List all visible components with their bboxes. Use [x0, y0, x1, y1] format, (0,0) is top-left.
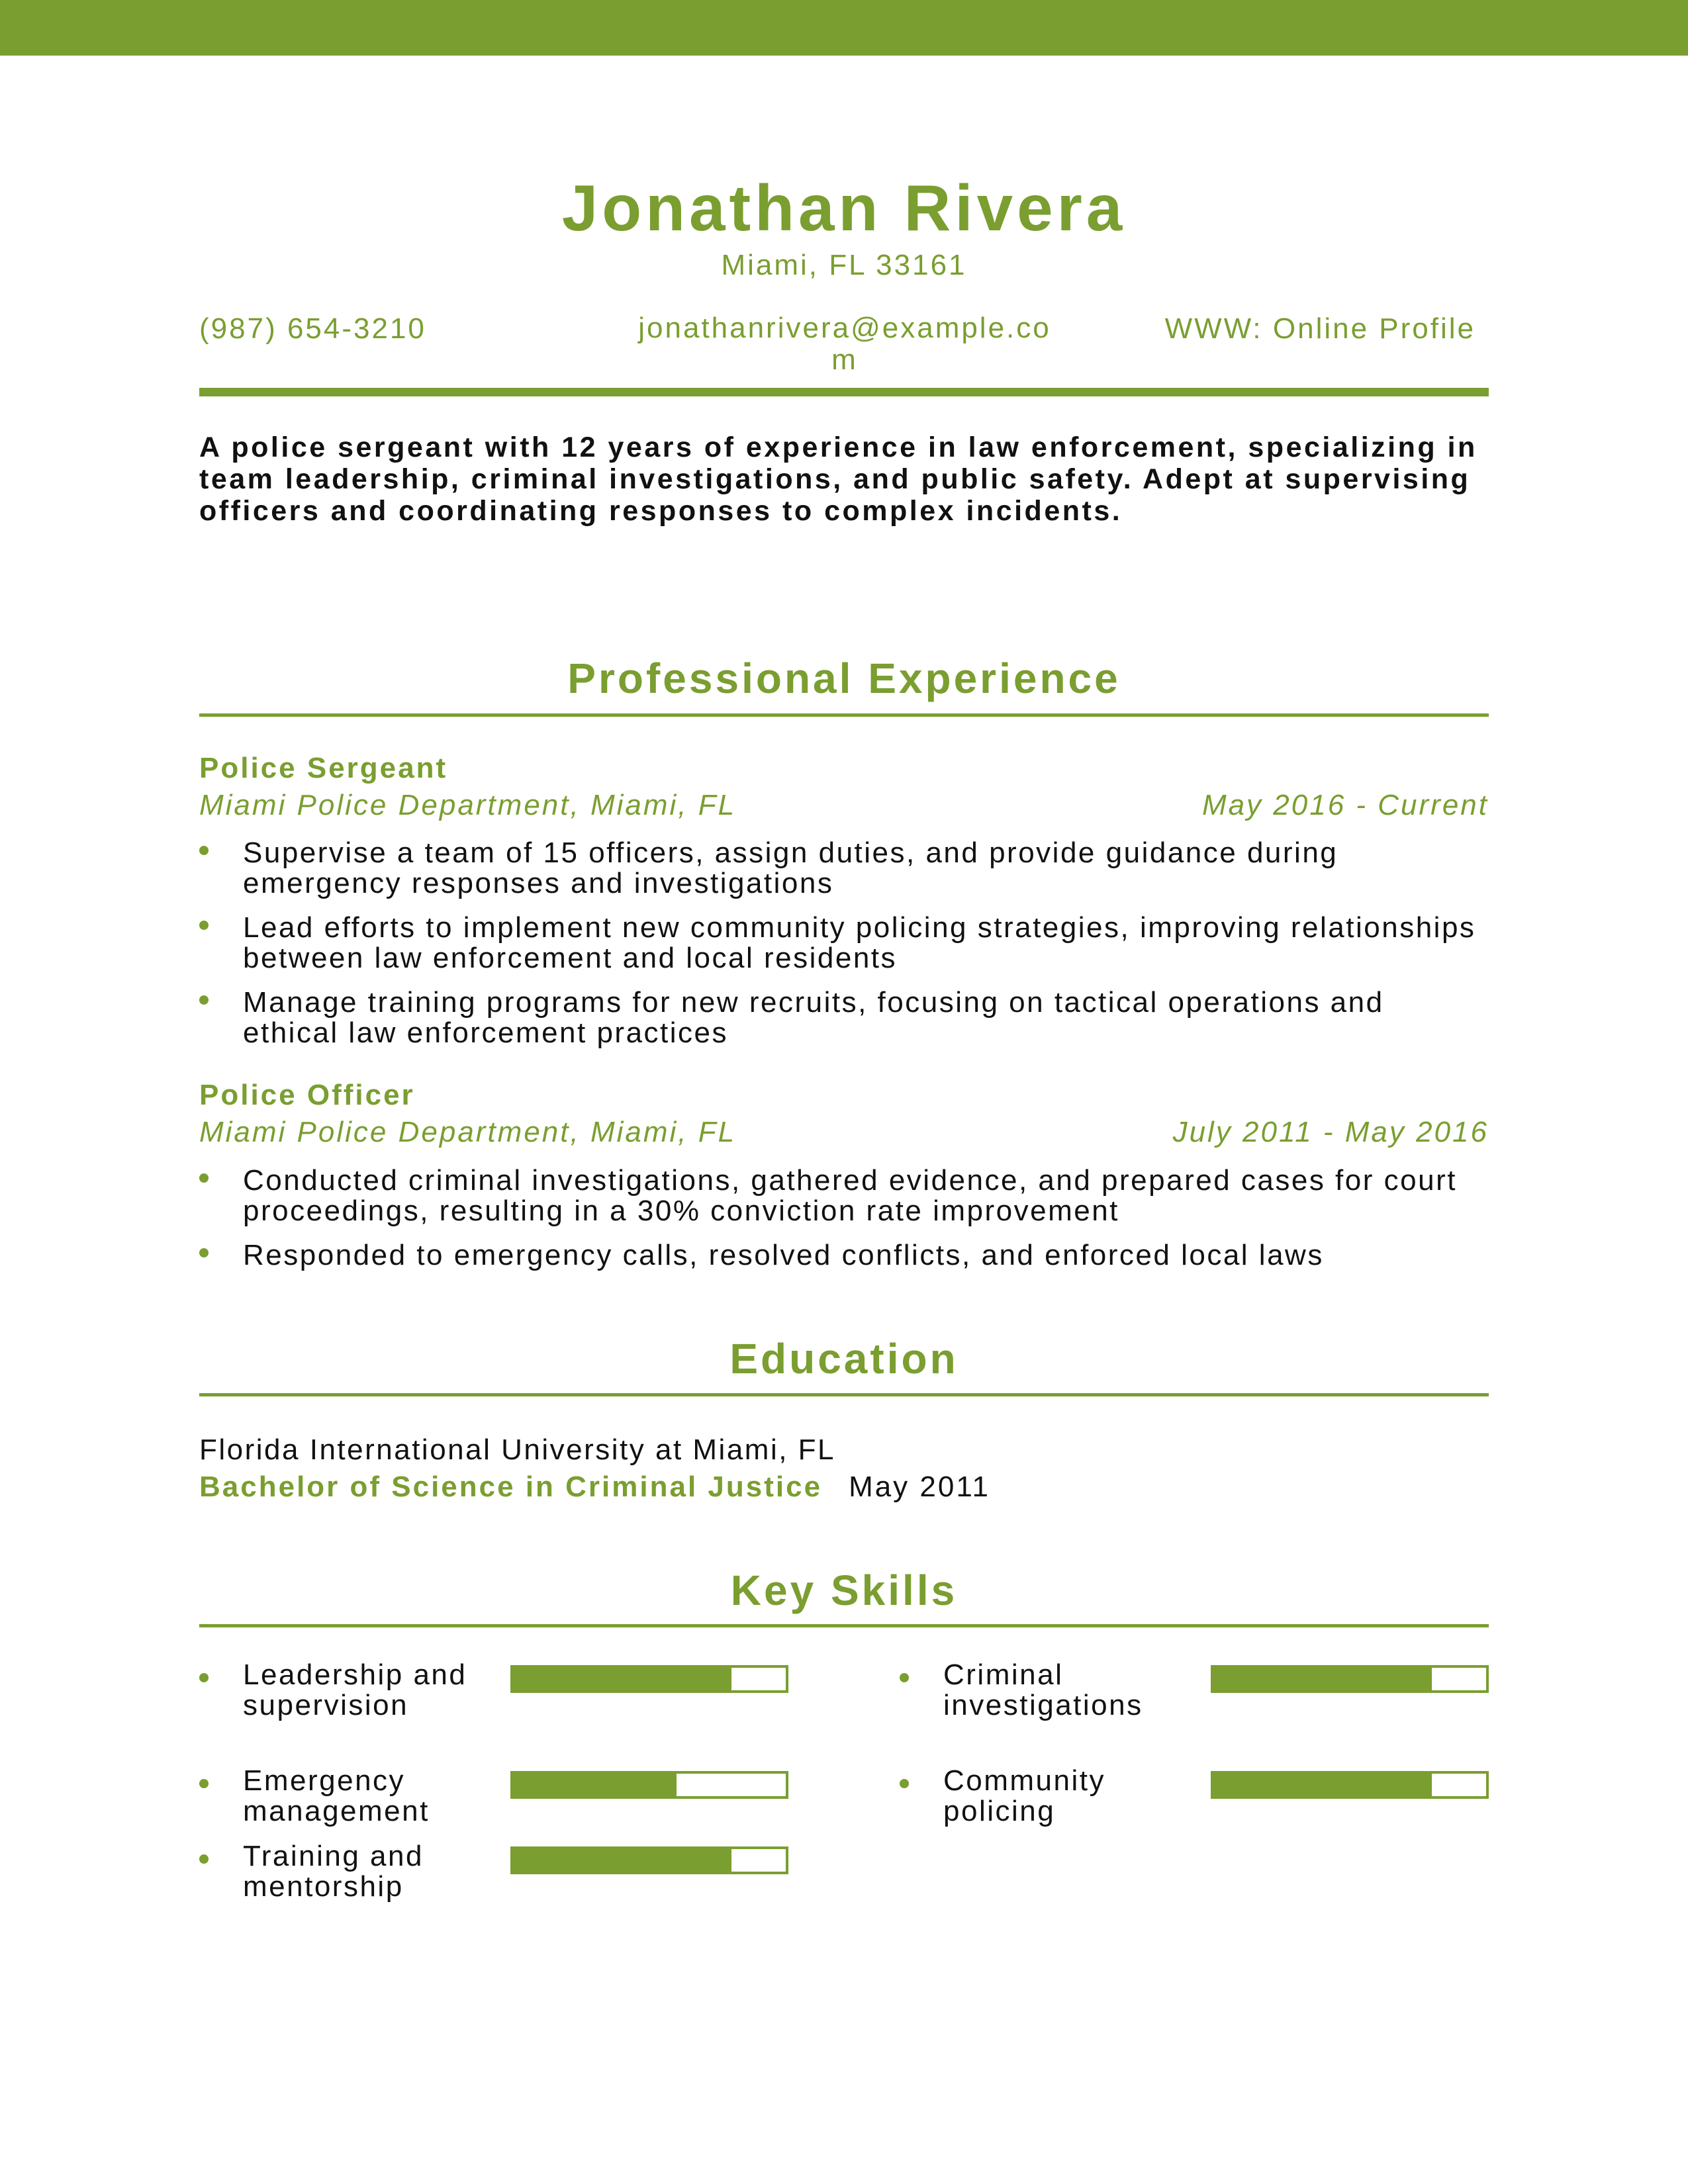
graduation-date: May 2011 — [849, 1471, 991, 1503]
job-title: Police Sergeant — [199, 752, 448, 784]
skill-level-fill — [513, 1849, 731, 1872]
skills-divider — [199, 1624, 1489, 1627]
list-item-text: Manage training programs for new recruits, focusing on tactical operations and ethical law enforcement practices — [243, 986, 1384, 1049]
skill-level-fill — [513, 1668, 731, 1690]
skill-level-bar — [1211, 1665, 1489, 1693]
bullet-icon — [199, 995, 209, 1005]
skill-level-bar — [510, 1846, 788, 1874]
bullet-icon — [900, 1673, 909, 1682]
header-divider — [199, 388, 1489, 396]
skill-level-bar — [510, 1665, 788, 1693]
phone-number[interactable]: (987) 654-3210 — [199, 312, 426, 345]
job-dates: July 2011 - May 2016 — [1172, 1116, 1489, 1148]
top-accent-bar — [0, 0, 1688, 56]
contact-row — [199, 312, 1489, 379]
skill-level-bar — [1211, 1771, 1489, 1799]
education-divider — [199, 1393, 1489, 1396]
job-organization: Miami Police Department, Miami, FL — [199, 1116, 737, 1148]
bullet-icon — [199, 846, 209, 855]
skill-item — [199, 1764, 788, 1850]
skill-label: Community policing — [943, 1764, 1105, 1827]
list-item-text: Lead efforts to implement new community policing strategies, improving relationships between law enforcement and local residents — [243, 911, 1476, 974]
bullet-icon — [199, 1173, 209, 1183]
school-name: Florida International University at Miami, FL — [199, 1433, 836, 1466]
skills-heading: Key Skills — [730, 1567, 958, 1614]
job-title: Police Officer — [199, 1079, 415, 1111]
list-item-text: Supervise a team of 15 officers, assign duties, and provide guidance during emergency responses and investigations — [243, 837, 1338, 899]
job-organization: Miami Police Department, Miami, FL — [199, 789, 737, 821]
skill-level-bar — [510, 1771, 788, 1799]
bullet-icon — [199, 1854, 209, 1864]
experience-divider — [199, 713, 1489, 717]
bullet-icon — [199, 1779, 209, 1788]
candidate-location: Miami, FL 33161 — [721, 249, 967, 281]
professional-summary: A police sergeant with 12 years of experience in law enforcement, specializing in team leadership, criminal investigations, and public safety. Adept at supervising officers and coordinating responses to complex incidents. — [199, 432, 1477, 527]
skill-item — [900, 1764, 1489, 1850]
list-item-text: Responded to emergency calls, resolved conflicts, and enforced local laws — [243, 1239, 1324, 1271]
skill-level-fill — [1213, 1774, 1432, 1796]
skill-label: Training and mentorship — [243, 1840, 424, 1903]
skill-label: Criminal investigations — [943, 1659, 1143, 1721]
bullet-icon — [199, 1248, 209, 1257]
degree-line — [199, 1471, 990, 1504]
email-address[interactable]: jonathanrivera@example.com — [638, 312, 1051, 376]
job-dates: May 2016 - Current — [1201, 789, 1489, 821]
bullet-icon — [900, 1779, 909, 1788]
list-item-text: Conducted criminal investigations, gathered evidence, and prepared cases for court proceedings, resulting in a 30% conviction rate improvement — [243, 1164, 1457, 1227]
skill-label: Leadership and supervision — [243, 1659, 467, 1721]
education-heading: Education — [729, 1335, 959, 1383]
skill-level-fill — [513, 1774, 677, 1796]
skill-item — [199, 1840, 788, 1926]
experience-heading: Professional Experience — [567, 655, 1121, 702]
bullet-icon — [199, 1673, 209, 1682]
skill-item — [199, 1659, 788, 1745]
skill-label: Emergency management — [243, 1764, 430, 1827]
skill-level-fill — [1213, 1668, 1432, 1690]
degree-name: Bachelor of Science in Criminal Justice — [199, 1471, 823, 1503]
website-link[interactable]: WWW: Online Profile — [1164, 312, 1476, 345]
candidate-name: Jonathan Rivera — [561, 171, 1127, 244]
bullet-icon — [199, 921, 209, 930]
skill-item — [900, 1659, 1489, 1745]
